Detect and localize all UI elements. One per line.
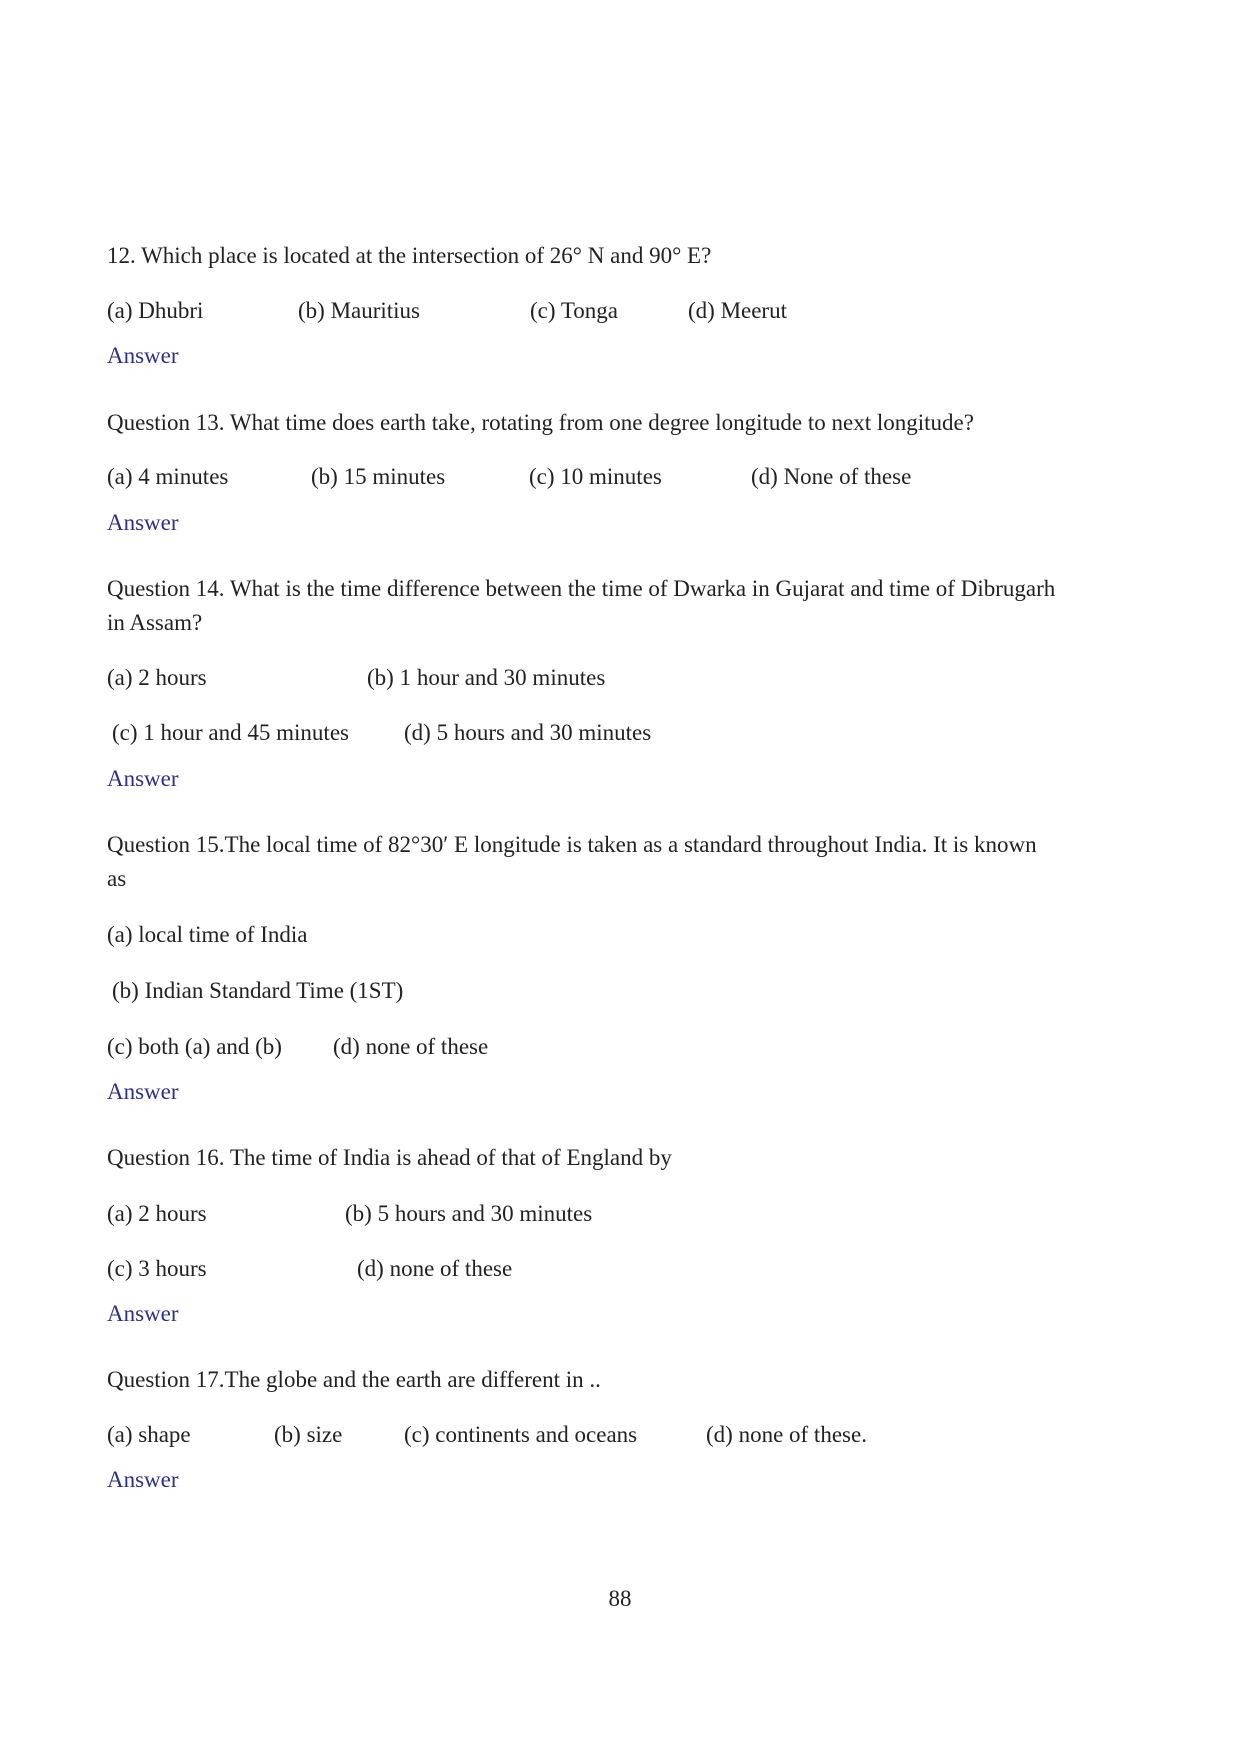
question-13-text: Question 13. What time does earth take, rotating from one degree longitude to next longitude? [107, 410, 974, 435]
q12-option-b[interactable]: (b) Mauritius [298, 298, 421, 323]
question-15-text-line-1: Question 15.The local time of 82°30′ E longitude is taken as a standard throughout India. It is known [107, 832, 1037, 857]
q17-option-a[interactable]: (a) shape [107, 1422, 191, 1447]
q12-answer-link[interactable]: Answer [107, 343, 179, 368]
q15-option-b[interactable]: (b) Indian Standard Time (1ST) [112, 978, 404, 1003]
q17-option-d[interactable]: (d) none of these. [706, 1422, 867, 1447]
q14-option-d[interactable]: (d) 5 hours and 30 minutes [404, 720, 652, 745]
q16-answer-link[interactable]: Answer [107, 1301, 179, 1326]
q15-option-c[interactable]: (c) both (a) and (b) [107, 1034, 282, 1059]
q15-option-d[interactable]: (d) none of these [333, 1034, 489, 1059]
q14-answer-link[interactable]: Answer [107, 766, 179, 791]
q16-option-a[interactable]: (a) 2 hours [107, 1201, 207, 1226]
q13-option-b[interactable]: (b) 15 minutes [311, 464, 446, 489]
q15-answer-link[interactable]: Answer [107, 1079, 179, 1104]
q14-option-a[interactable]: (a) 2 hours [107, 665, 207, 690]
q14-option-b[interactable]: (b) 1 hour and 30 minutes [367, 665, 606, 690]
q13-option-c[interactable]: (c) 10 minutes [529, 464, 662, 489]
question-14-text-line-2: in Assam? [107, 610, 203, 635]
q17-option-c[interactable]: (c) continents and oceans [404, 1422, 638, 1447]
question-17-text: Question 17.The globe and the earth are different in .. [107, 1367, 601, 1392]
q17-answer-link[interactable]: Answer [107, 1467, 179, 1492]
question-14-text-line-1: Question 14. What is the time difference between the time of Dwarka in Gujarat and time of Dibrugarh [107, 576, 1056, 601]
q13-option-d[interactable]: (d) None of these [751, 464, 912, 489]
q15-option-a[interactable]: (a) local time of India [107, 922, 308, 947]
question-15-text-line-2: as [107, 866, 127, 891]
q16-option-b[interactable]: (b) 5 hours and 30 minutes [345, 1201, 593, 1226]
q16-option-d[interactable]: (d) none of these [357, 1256, 513, 1281]
q12-option-a[interactable]: (a) Dhubri [107, 298, 204, 323]
q13-answer-link[interactable]: Answer [107, 510, 179, 535]
q13-option-a[interactable]: (a) 4 minutes [107, 464, 229, 489]
q12-option-c[interactable]: (c) Tonga [530, 298, 619, 323]
page-number: 88 [608, 1586, 632, 1611]
q14-option-c[interactable]: (c) 1 hour and 45 minutes [112, 720, 349, 745]
question-12-text: 12. Which place is located at the intersection of 26° N and 90° E? [107, 243, 712, 268]
q17-option-b[interactable]: (b) size [274, 1422, 343, 1447]
q12-option-d[interactable]: (d) Meerut [688, 298, 787, 323]
question-16-text: Question 16. The time of India is ahead of that of England by [107, 1145, 672, 1170]
q16-option-c[interactable]: (c) 3 hours [107, 1256, 207, 1281]
